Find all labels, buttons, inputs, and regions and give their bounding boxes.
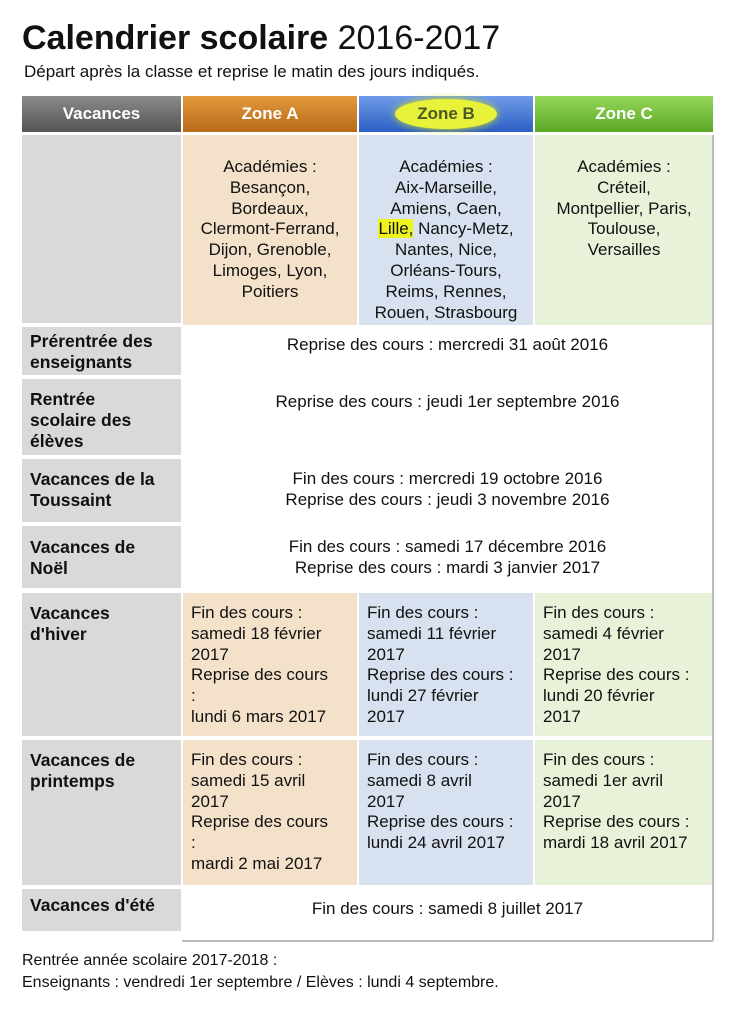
printemps-zone-a: Fin des cours : samedi 15 avril 2017 Reprise des cours : mardi 2 mai 2017 xyxy=(183,740,357,885)
lille-highlight: Lille, xyxy=(378,219,414,239)
hiver-zone-b: Fin des cours : samedi 11 février 2017 Reprise des cours : lundi 27 février 2017 xyxy=(359,593,533,736)
table-shadow-bottom xyxy=(182,940,713,942)
prerentree-all-zones: Reprise des cours : mercredi 31 août 2016 xyxy=(183,327,713,375)
header-zone-a: Zone A xyxy=(183,96,357,132)
footer-note: Rentrée année scolaire 2017-2018 : Enseignants : vendredi 1er septembre / Elèves : lundi 4 septembre. xyxy=(22,952,499,991)
zone-b-academies: Académies : Aix-Marseille, Amiens, Caen, Lille, Nancy-Metz, Nantes, Nice, Orléans-Tours, Reims, Rennes, Rouen, Strasbourg xyxy=(359,135,533,325)
row-label-noel: Vacances de Noël xyxy=(22,526,181,588)
header-zone-b xyxy=(359,96,533,132)
toussaint-all-zones: Fin des cours : mercredi 19 octobre 2016 Reprise des cours : jeudi 3 novembre 2016 xyxy=(183,459,713,522)
hiver-zone-c: Fin des cours : samedi 4 février 2017 Reprise des cours : lundi 20 février 2017 xyxy=(535,593,713,736)
printemps-zone-c: Fin des cours : samedi 1er avril 2017 Reprise des cours : mardi 18 avril 2017 xyxy=(535,740,713,885)
row-label-ete: Vacances d'été xyxy=(22,889,181,931)
row-label-hiver: Vacances d'hiver xyxy=(22,593,181,736)
table-shadow-right xyxy=(712,135,714,941)
row-label-printemps: Vacances de printemps xyxy=(22,740,181,885)
printemps-zone-b: Fin des cours : samedi 8 avril 2017 Reprise des cours : lundi 24 avril 2017 xyxy=(359,740,533,885)
hiver-zone-a: Fin des cours : samedi 18 février 2017 Reprise des cours : lundi 6 mars 2017 xyxy=(183,593,357,736)
ete-all-zones: Fin des cours : samedi 8 juillet 2017 xyxy=(183,889,713,933)
page-title: Calendrier scolaire 2016-2017 xyxy=(22,19,501,57)
row-label-prerentree: Prérentrée des enseignants xyxy=(22,327,181,375)
row-label-toussaint: Vacances de la Toussaint xyxy=(22,459,181,522)
row-label-academies xyxy=(22,135,181,323)
zone-a-academies: Académies : Besançon, Bordeaux, Clermont-Ferrand, Dijon, Grenoble, Limoges, Lyon, Poitiers xyxy=(183,135,357,325)
page-subtitle: Départ après la classe et reprise le matin des jours indiqués. xyxy=(24,62,480,81)
header-vacances: Vacances xyxy=(22,96,181,132)
header-zone-c: Zone C xyxy=(535,96,713,132)
row-label-rentree: Rentrée scolaire des élèves xyxy=(22,379,181,455)
zone-b-highlight: Zone B xyxy=(395,99,497,129)
rentree-all-zones: Reprise des cours : jeudi 1er septembre 2016 xyxy=(183,379,713,455)
zone-c-academies: Académies : Créteil, Montpellier, Paris, Toulouse, Versailles xyxy=(535,135,713,325)
noel-all-zones: Fin des cours : samedi 17 décembre 2016 Reprise des cours : mardi 3 janvier 2017 xyxy=(183,526,713,588)
